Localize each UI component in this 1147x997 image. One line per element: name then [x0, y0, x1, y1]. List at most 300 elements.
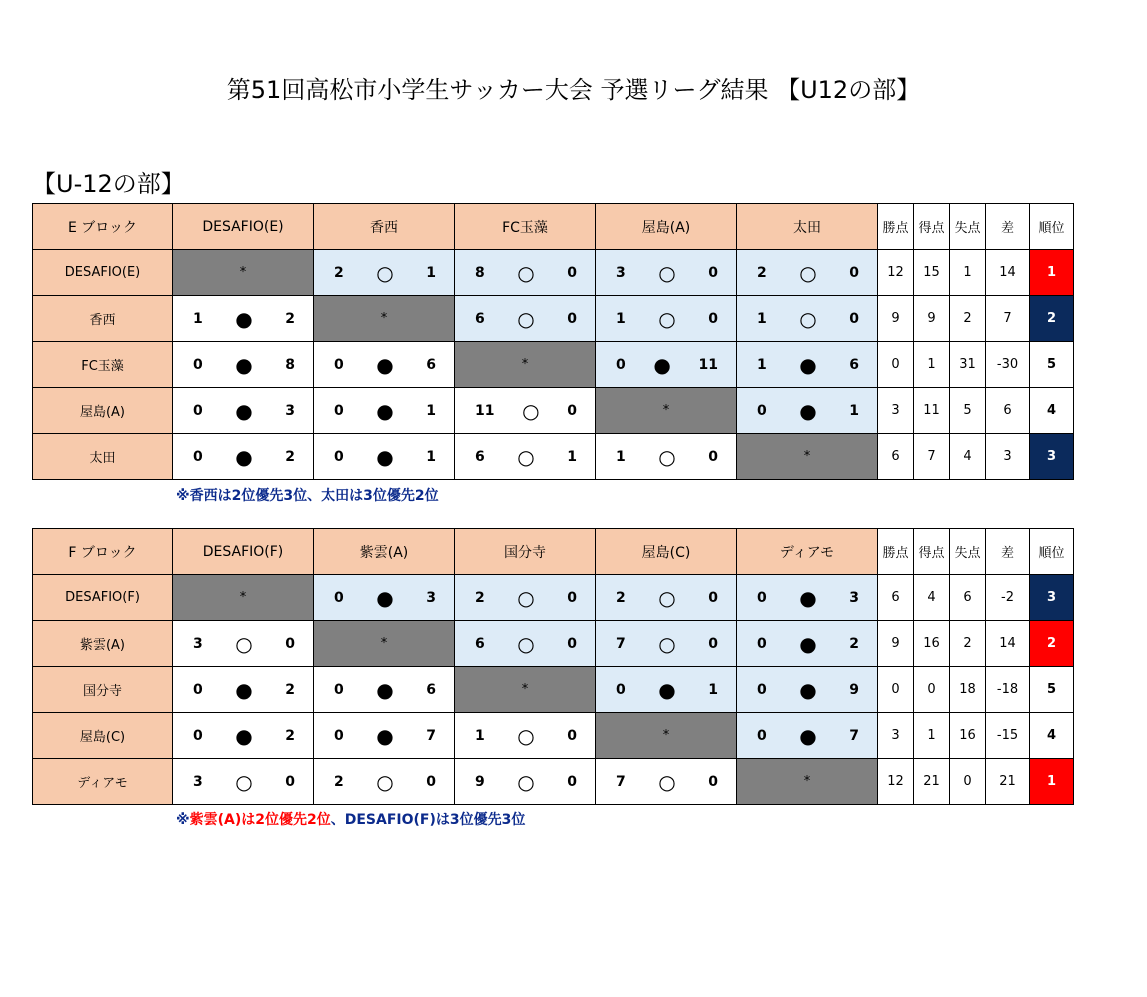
goals-for: 0 [616, 681, 626, 698]
table-row [33, 434, 1074, 480]
match-result-cell [173, 759, 314, 805]
match-result-cell [455, 388, 596, 434]
self-match-cell: * [737, 759, 878, 805]
match-result-cell [596, 575, 737, 621]
goals-for: 3 [193, 635, 203, 652]
loss-dot-icon: ● [799, 352, 817, 377]
stat-header: 差 [986, 204, 1030, 250]
goals-against: 6 [426, 356, 436, 373]
goals-against: 0 [567, 589, 577, 606]
match-result-cell [596, 621, 737, 667]
team-label: DESAFIO(E) [33, 250, 173, 296]
rank-badge: 4 [1030, 713, 1074, 759]
goals-against: 11 [698, 356, 718, 373]
match-result-cell [173, 621, 314, 667]
stat-value: 9 [914, 296, 950, 342]
goals-against: 3 [849, 589, 859, 606]
loss-dot-icon: ● [376, 398, 394, 423]
win-circle-icon: ○ [376, 260, 394, 285]
match-score [737, 585, 877, 610]
goals-for: 0 [193, 681, 203, 698]
stat-value: 18 [950, 667, 986, 713]
goals-against: 3 [426, 589, 436, 606]
goals-against: 2 [285, 727, 295, 744]
match-result-cell [455, 250, 596, 296]
self-match-cell: * [455, 342, 596, 388]
stat-value: 2 [950, 621, 986, 667]
match-result-cell [737, 296, 878, 342]
win-circle-icon: ○ [522, 398, 540, 423]
win-circle-icon: ○ [376, 769, 394, 794]
goals-for: 1 [475, 727, 485, 744]
stat-value: 6 [878, 434, 914, 480]
match-result-cell [314, 575, 455, 621]
header-row [33, 529, 1074, 575]
goals-for: 0 [757, 727, 767, 744]
stat-value: 0 [878, 667, 914, 713]
table-note-f [176, 809, 525, 829]
team-label: 香西 [33, 296, 173, 342]
team-header: 香西 [314, 204, 455, 250]
match-score [455, 444, 595, 469]
goals-against: 0 [567, 773, 577, 790]
match-result-cell [314, 759, 455, 805]
goals-for: 0 [757, 635, 767, 652]
goals-against: 0 [285, 635, 295, 652]
goals-against: 1 [426, 402, 436, 419]
stat-value: -18 [986, 667, 1030, 713]
team-header: DESAFIO(F) [173, 529, 314, 575]
loss-dot-icon: ● [235, 723, 253, 748]
goals-for: 0 [757, 589, 767, 606]
match-score [314, 398, 454, 423]
goals-against: 0 [426, 773, 436, 790]
goals-for: 1 [757, 310, 767, 327]
goals-for: 8 [475, 264, 485, 281]
match-result-cell [173, 342, 314, 388]
stat-header: 得点 [914, 529, 950, 575]
stat-value: 3 [878, 388, 914, 434]
win-circle-icon: ○ [799, 306, 817, 331]
match-result-cell [314, 434, 455, 480]
match-score [173, 631, 313, 656]
match-result-cell [314, 250, 455, 296]
loss-dot-icon: ● [653, 352, 671, 377]
goals-for: 0 [757, 681, 767, 698]
stat-value: 16 [914, 621, 950, 667]
match-result-cell [173, 434, 314, 480]
stat-value: 7 [986, 296, 1030, 342]
match-result-cell [455, 713, 596, 759]
match-score [173, 444, 313, 469]
stat-value: 12 [878, 250, 914, 296]
rank-badge: 2 [1030, 621, 1074, 667]
match-score [596, 677, 736, 702]
goals-against: 0 [285, 773, 295, 790]
note-prefix: ※ [176, 812, 190, 828]
team-header: 屋島(A) [596, 204, 737, 250]
loss-dot-icon: ● [235, 677, 253, 702]
goals-against: 1 [708, 681, 718, 698]
win-circle-icon: ○ [235, 769, 253, 794]
team-header: DESAFIO(E) [173, 204, 314, 250]
stat-header: 失点 [950, 529, 986, 575]
goals-against: 0 [708, 589, 718, 606]
goals-for: 0 [193, 448, 203, 465]
block-label: E ブロック [33, 204, 173, 250]
stat-header: 得点 [914, 204, 950, 250]
goals-against: 1 [849, 402, 859, 419]
goals-for: 0 [334, 356, 344, 373]
stat-value: 14 [986, 621, 1030, 667]
rank-badge: 5 [1030, 342, 1074, 388]
match-result-cell [314, 667, 455, 713]
goals-for: 1 [616, 310, 626, 327]
goals-for: 3 [616, 264, 626, 281]
team-label: ディアモ [33, 759, 173, 805]
match-result-cell [596, 759, 737, 805]
goals-against: 0 [567, 264, 577, 281]
match-score [173, 398, 313, 423]
match-score [737, 260, 877, 285]
loss-dot-icon: ● [799, 631, 817, 656]
goals-against: 0 [849, 264, 859, 281]
stat-header: 順位 [1030, 529, 1074, 575]
goals-for: 11 [475, 402, 495, 419]
team-label: 屋島(A) [33, 388, 173, 434]
loss-dot-icon: ● [376, 352, 394, 377]
match-score [737, 631, 877, 656]
goals-for: 0 [757, 402, 767, 419]
table-note-e [176, 485, 439, 505]
win-circle-icon: ○ [517, 306, 535, 331]
match-score [314, 585, 454, 610]
goals-for: 0 [193, 402, 203, 419]
match-result-cell [596, 667, 737, 713]
league-table-e [32, 203, 1074, 480]
note-red-text: 紫雲(A)は2位優先2位 [189, 812, 331, 828]
win-circle-icon: ○ [517, 769, 535, 794]
goals-against: 0 [708, 773, 718, 790]
table-row [33, 759, 1074, 805]
loss-dot-icon: ● [658, 677, 676, 702]
goals-for: 0 [616, 356, 626, 373]
win-circle-icon: ○ [799, 260, 817, 285]
stat-header: 差 [986, 529, 1030, 575]
match-score [455, 260, 595, 285]
match-score [737, 677, 877, 702]
goals-for: 2 [757, 264, 767, 281]
self-match-cell: * [314, 296, 455, 342]
goals-for: 9 [475, 773, 485, 790]
team-label: 太田 [33, 434, 173, 480]
win-circle-icon: ○ [517, 260, 535, 285]
goals-for: 0 [334, 727, 344, 744]
goals-against: 1 [426, 264, 436, 281]
match-score [314, 677, 454, 702]
match-result-cell [314, 713, 455, 759]
stat-value: 6 [878, 575, 914, 621]
stat-value: 3 [986, 434, 1030, 480]
match-result-cell [173, 296, 314, 342]
match-score [455, 723, 595, 748]
stat-header: 失点 [950, 204, 986, 250]
table-row [33, 250, 1074, 296]
match-result-cell [596, 434, 737, 480]
page-title: 第51回高松市小学生サッカー大会 予選リーグ結果 【U12の部】 [226, 76, 921, 104]
loss-dot-icon: ● [799, 677, 817, 702]
rank-badge: 5 [1030, 667, 1074, 713]
goals-for: 6 [475, 448, 485, 465]
goals-against: 2 [285, 448, 295, 465]
goals-for: 2 [334, 773, 344, 790]
goals-against: 6 [849, 356, 859, 373]
loss-dot-icon: ● [376, 585, 394, 610]
team-label: 紫雲(A) [33, 621, 173, 667]
match-result-cell [173, 388, 314, 434]
match-score [737, 398, 877, 423]
stat-value: 0 [950, 759, 986, 805]
match-score [737, 352, 877, 377]
goals-for: 1 [193, 310, 203, 327]
stat-value: 1 [914, 713, 950, 759]
team-label: 国分寺 [33, 667, 173, 713]
stat-value: 3 [878, 713, 914, 759]
stat-value: -15 [986, 713, 1030, 759]
match-result-cell [455, 621, 596, 667]
match-result-cell [314, 342, 455, 388]
table-row [33, 621, 1074, 667]
match-result-cell [596, 296, 737, 342]
match-score [314, 260, 454, 285]
match-score [455, 306, 595, 331]
stat-value: 12 [878, 759, 914, 805]
stat-value: 4 [950, 434, 986, 480]
loss-dot-icon: ● [376, 444, 394, 469]
match-score [173, 723, 313, 748]
loss-dot-icon: ● [235, 444, 253, 469]
match-score [173, 306, 313, 331]
match-score [173, 769, 313, 794]
stat-value: 31 [950, 342, 986, 388]
stat-value: 0 [878, 342, 914, 388]
stat-value: 21 [914, 759, 950, 805]
loss-dot-icon: ● [799, 585, 817, 610]
match-score [455, 585, 595, 610]
match-result-cell [737, 667, 878, 713]
goals-for: 0 [334, 681, 344, 698]
loss-dot-icon: ● [235, 352, 253, 377]
goals-against: 0 [567, 727, 577, 744]
win-circle-icon: ○ [658, 769, 676, 794]
goals-against: 0 [567, 310, 577, 327]
match-score [173, 677, 313, 702]
goals-for: 7 [616, 773, 626, 790]
rank-badge: 2 [1030, 296, 1074, 342]
goals-for: 2 [334, 264, 344, 281]
goals-against: 0 [567, 402, 577, 419]
match-result-cell [737, 342, 878, 388]
stat-value: 14 [986, 250, 1030, 296]
goals-against: 7 [849, 727, 859, 744]
win-circle-icon: ○ [517, 444, 535, 469]
goals-against: 0 [849, 310, 859, 327]
stat-value: 21 [986, 759, 1030, 805]
team-label: FC玉藻 [33, 342, 173, 388]
team-header: 屋島(C) [596, 529, 737, 575]
stat-header: 順位 [1030, 204, 1074, 250]
match-score [314, 723, 454, 748]
section-heading: 【U-12の部】 [32, 170, 185, 198]
match-result-cell [596, 342, 737, 388]
match-result-cell [314, 388, 455, 434]
self-match-cell: * [455, 667, 596, 713]
goals-for: 7 [616, 635, 626, 652]
stat-value: 2 [950, 296, 986, 342]
match-score [314, 769, 454, 794]
win-circle-icon: ○ [658, 260, 676, 285]
table-row [33, 575, 1074, 621]
block-label: F ブロック [33, 529, 173, 575]
match-score [596, 444, 736, 469]
loss-dot-icon: ● [799, 723, 817, 748]
goals-against: 7 [426, 727, 436, 744]
rank-badge: 1 [1030, 250, 1074, 296]
goals-against: 0 [708, 310, 718, 327]
match-score [596, 306, 736, 331]
self-match-cell: * [173, 575, 314, 621]
goals-against: 0 [708, 264, 718, 281]
match-result-cell [737, 575, 878, 621]
goals-for: 0 [334, 448, 344, 465]
loss-dot-icon: ● [376, 723, 394, 748]
stat-value: -30 [986, 342, 1030, 388]
stat-value: -2 [986, 575, 1030, 621]
match-result-cell [737, 621, 878, 667]
match-score [737, 723, 877, 748]
league-table-f [32, 528, 1074, 805]
self-match-cell: * [596, 388, 737, 434]
match-score [455, 398, 595, 423]
stat-value: 7 [914, 434, 950, 480]
goals-for: 0 [334, 589, 344, 606]
goals-for: 0 [193, 727, 203, 744]
team-label: 屋島(C) [33, 713, 173, 759]
stat-value: 6 [986, 388, 1030, 434]
stat-value: 1 [950, 250, 986, 296]
win-circle-icon: ○ [235, 631, 253, 656]
win-circle-icon: ○ [517, 723, 535, 748]
goals-for: 6 [475, 310, 485, 327]
stat-value: 1 [914, 342, 950, 388]
win-circle-icon: ○ [517, 585, 535, 610]
note-blue-text: 香西は2位優先3位、太田は3位優先2位 [189, 488, 439, 504]
goals-for: 3 [193, 773, 203, 790]
rank-badge: 1 [1030, 759, 1074, 805]
goals-against: 2 [849, 635, 859, 652]
stat-value: 5 [950, 388, 986, 434]
self-match-cell: * [173, 250, 314, 296]
match-result-cell [737, 713, 878, 759]
self-match-cell: * [596, 713, 737, 759]
goals-against: 9 [849, 681, 859, 698]
note-blue-text: 、DESAFIO(F)は3位優先3位 [330, 812, 526, 828]
goals-against: 2 [285, 310, 295, 327]
match-result-cell [455, 296, 596, 342]
match-result-cell [596, 250, 737, 296]
goals-for: 2 [475, 589, 485, 606]
stat-value: 4 [914, 575, 950, 621]
match-score [455, 631, 595, 656]
match-result-cell [455, 759, 596, 805]
match-score [455, 769, 595, 794]
goals-for: 0 [193, 356, 203, 373]
goals-against: 0 [708, 635, 718, 652]
match-result-cell [737, 250, 878, 296]
goals-for: 1 [616, 448, 626, 465]
self-match-cell: * [737, 434, 878, 480]
table-row [33, 342, 1074, 388]
header-row [33, 204, 1074, 250]
goals-for: 1 [757, 356, 767, 373]
match-result-cell [737, 388, 878, 434]
goals-for: 0 [334, 402, 344, 419]
match-score [173, 352, 313, 377]
win-circle-icon: ○ [517, 631, 535, 656]
stat-value: 0 [914, 667, 950, 713]
goals-for: 2 [616, 589, 626, 606]
rank-badge: 4 [1030, 388, 1074, 434]
loss-dot-icon: ● [799, 398, 817, 423]
goals-against: 2 [285, 681, 295, 698]
loss-dot-icon: ● [376, 677, 394, 702]
goals-for: 6 [475, 635, 485, 652]
match-result-cell [173, 667, 314, 713]
goals-against: 0 [567, 635, 577, 652]
team-header: 太田 [737, 204, 878, 250]
table-row [33, 713, 1074, 759]
team-header: ディアモ [737, 529, 878, 575]
win-circle-icon: ○ [658, 306, 676, 331]
match-score [596, 585, 736, 610]
team-label: DESAFIO(F) [33, 575, 173, 621]
goals-against: 6 [426, 681, 436, 698]
note-prefix: ※ [176, 488, 190, 504]
goals-against: 1 [567, 448, 577, 465]
table-row [33, 296, 1074, 342]
stat-value: 15 [914, 250, 950, 296]
goals-against: 1 [426, 448, 436, 465]
match-score [314, 352, 454, 377]
stat-value: 9 [878, 621, 914, 667]
goals-against: 0 [708, 448, 718, 465]
stat-header: 勝点 [878, 204, 914, 250]
match-result-cell [173, 713, 314, 759]
match-score [596, 631, 736, 656]
match-score [596, 260, 736, 285]
stat-value: 11 [914, 388, 950, 434]
match-result-cell [455, 575, 596, 621]
match-score [596, 352, 736, 377]
match-score [314, 444, 454, 469]
team-header: 国分寺 [455, 529, 596, 575]
loss-dot-icon: ● [235, 398, 253, 423]
match-result-cell [455, 434, 596, 480]
stat-value: 9 [878, 296, 914, 342]
table-row [33, 667, 1074, 713]
team-header: 紫雲(A) [314, 529, 455, 575]
goals-against: 3 [285, 402, 295, 419]
